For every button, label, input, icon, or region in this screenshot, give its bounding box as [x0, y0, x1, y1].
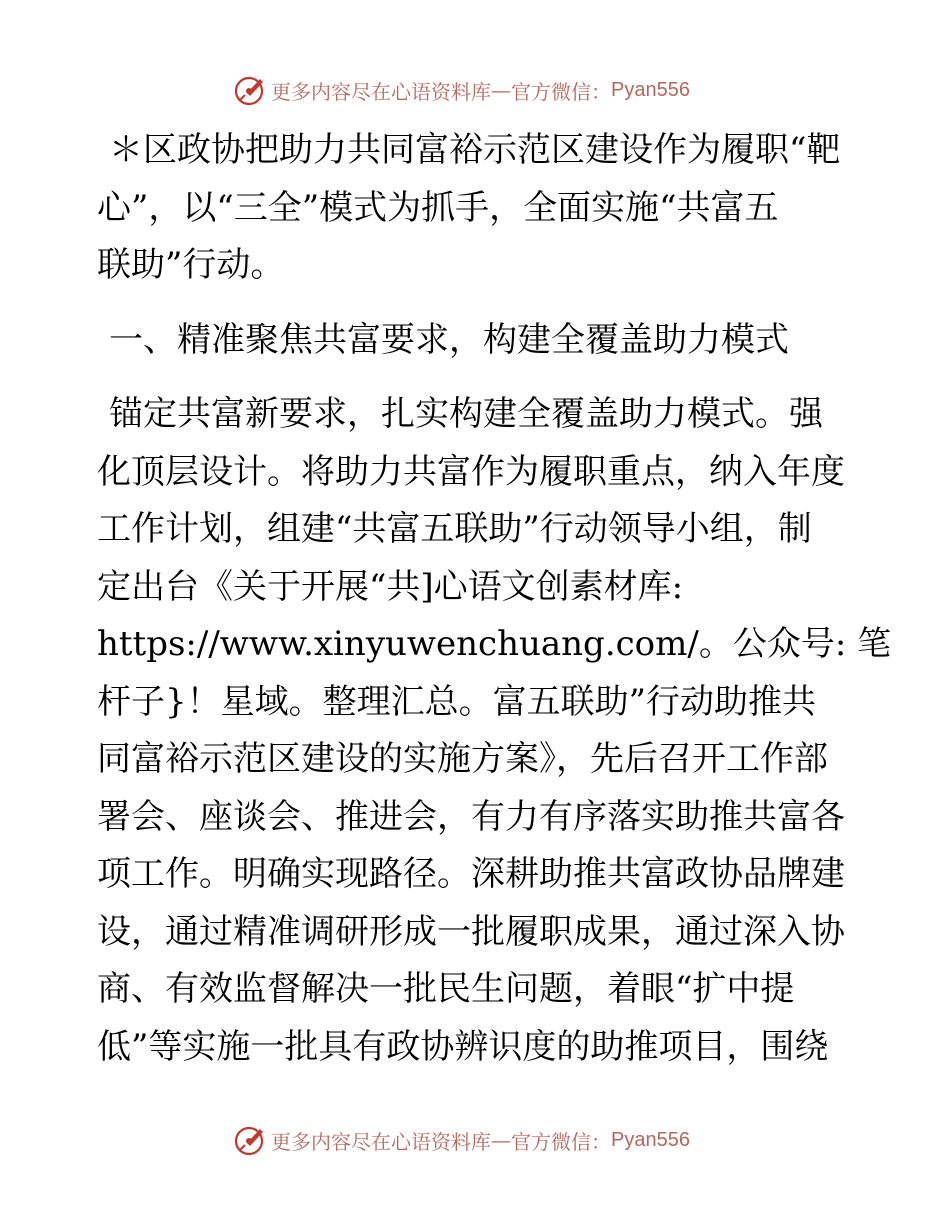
- text-line: ＊区政协把助力共同富裕示范区建设作为履职“靶: [109, 130, 841, 170]
- header-site-text: 更多内容尽在心语资料库: [271, 79, 491, 104]
- footer-account: Pyan556: [611, 1128, 690, 1151]
- header-watermark-banner: [233, 72, 713, 108]
- text-line: 联助”行动。: [97, 245, 285, 285]
- text-line: 同富裕示范区建设的实施方案》，先后召开工作部: [97, 739, 828, 779]
- url-line: https://www.xinyuwenchuang.com/。公众号: 笔: [97, 624, 892, 664]
- footer-watermark-banner: [233, 1122, 713, 1158]
- text-line: 杆子}！星域。整理汇总。富五联助”行动助推共: [97, 681, 817, 722]
- text-line: 低”等实施一批具有政协辨识度的助推项目，围绕: [97, 1026, 829, 1067]
- text-line: 定出台《关于开展“共]心语文创素材库:: [97, 566, 684, 607]
- text-line: 设，通过精准调研形成一批履职成果，通过深入协: [97, 911, 845, 952]
- footer-wechat-label: 官方微信：: [511, 1129, 611, 1154]
- header-account: Pyan556: [611, 78, 690, 101]
- text-line: 工作计划，组建“共富五联助”行动领导小组，制: [97, 509, 812, 549]
- text-line: 心”，以“三全”模式为抓手，全面实施“共富五: [97, 187, 779, 228]
- red-pen-nib-logo-icon: [233, 1123, 267, 1157]
- text-line: 商、有效监督解决一批民生问题，着眼“扩中提: [97, 969, 795, 1009]
- text-line: 化顶层设计。将助力共富作为履职重点，纳入年度: [97, 451, 845, 492]
- header-separator: —: [491, 78, 511, 102]
- document-body: [97, 122, 892, 1076]
- text-line: 项工作。明确实现路径。深耕助推共富政协品牌建: [97, 854, 845, 894]
- footer-separator: —: [491, 1128, 511, 1152]
- paragraph-gap: [97, 369, 857, 386]
- section-heading: 一、精准聚焦共富要求，构建全覆盖助力模式: [109, 319, 789, 360]
- red-pen-nib-logo-icon: [233, 73, 267, 107]
- text-line: 署会、座谈会、推进会，有力有序落实助推共富各: [97, 796, 845, 837]
- paragraph-gap: [97, 295, 857, 312]
- text-line: 锚定共富新要求，扎实构建全覆盖助力模式。强: [109, 394, 823, 434]
- header-wechat-label: 官方微信：: [511, 79, 611, 104]
- footer-site-text: 更多内容尽在心语资料库: [271, 1129, 491, 1154]
